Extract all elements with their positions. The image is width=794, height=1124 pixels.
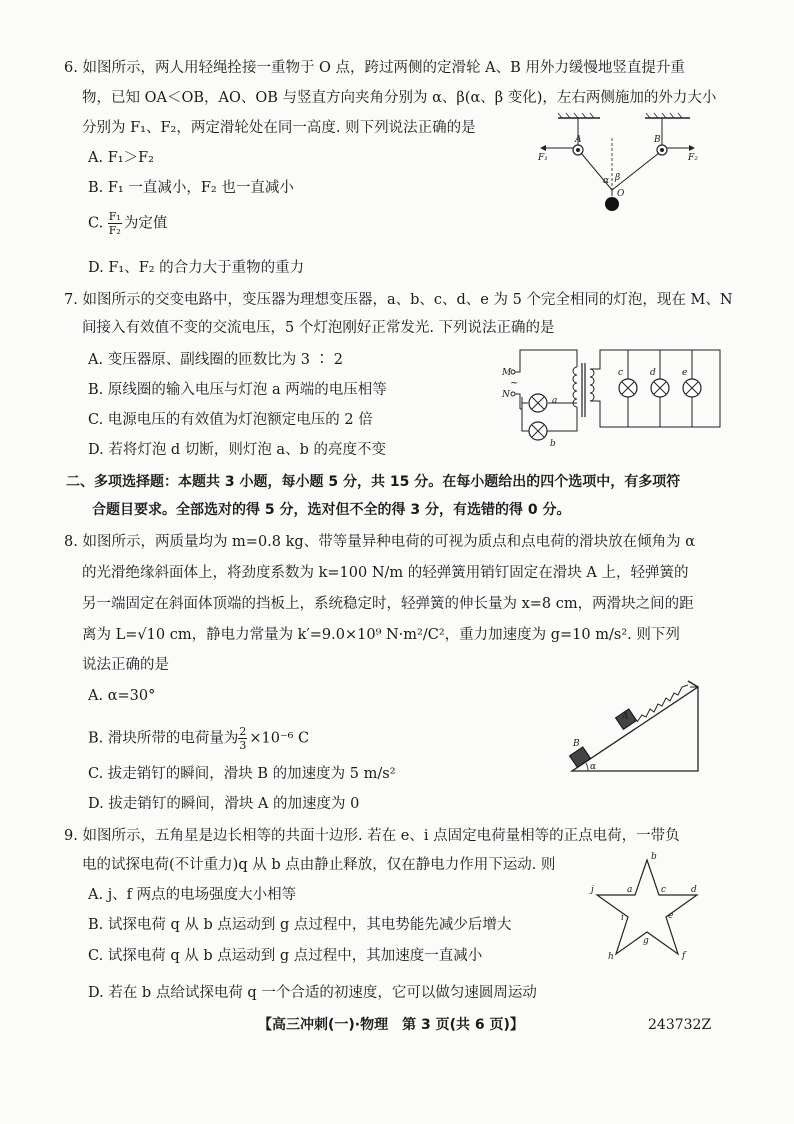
q6-rope-bo (612, 153, 659, 190)
q9-option-c[interactable]: C. 试探电荷 q 从 b 点运动到 g 点过程中，其加速度一直减小 (88, 948, 483, 964)
q9-label-g: g (643, 936, 649, 946)
q6-option-b[interactable]: B. F₁ 一直减小，F₂ 也一直减小 (88, 180, 294, 196)
q6-label-f2: F₂ (688, 153, 698, 163)
q8-option-a[interactable]: A. α=30° (88, 688, 156, 704)
q9-label-i: i (621, 913, 624, 923)
q8-option-b[interactable] (88, 725, 309, 752)
q9-label-f: f (682, 951, 686, 961)
q8-stem-line4 (82, 625, 680, 645)
q7-label-d: d (650, 368, 656, 378)
q6-label-a: A (575, 135, 582, 145)
q9-star-figure (585, 850, 710, 965)
q8-option-b-suffix: ×10⁻⁶ C (249, 730, 310, 747)
q6-option-d[interactable]: D. F₁、F₂ 的合力大于重物的重力 (88, 260, 305, 276)
q9-label-d: d (691, 885, 697, 895)
q8-incline-figure (560, 675, 720, 780)
q8-block-b (570, 747, 591, 768)
q8-sqrt-10: √10 (137, 627, 166, 643)
q7-label-n: N (502, 390, 510, 400)
page-footer: 【高三冲刺(一)·物理 第 3 页(共 6 页)】 (258, 1017, 524, 1033)
q8-option-b-numerator: 2 (239, 725, 247, 738)
q8-option-b-denominator: 3 (239, 739, 247, 752)
q7-label-e: e (682, 368, 688, 378)
q7-bulb-d (651, 379, 669, 397)
q8-stem-line3: 另一端固定在斜面体顶端的挡板上，系统稳定时，轻弹簧的伸长量为 x=8 cm，两滑块之间的距 (82, 596, 694, 612)
q7-option-b[interactable]: B. 原线圈的输入电压与灯泡 a 两端的电压相等 (88, 382, 387, 398)
q9-option-b[interactable]: B. 试探电荷 q 从 b 点运动到 g 点过程中，其电势能先减少后增大 (88, 917, 512, 933)
q9-label-b: b (651, 852, 657, 862)
q7-label-m: M (502, 368, 512, 378)
q6-option-c-numerator: F₁ (108, 210, 121, 223)
q6-option-c-denominator: F₂ (108, 224, 121, 237)
q9-label-c: c (661, 885, 667, 895)
q8-line4-end: cm，静电力常量为 k′=9.0×10⁹ N·m²/C²，重力加速度为 g=10 m/s². 则下列 (165, 627, 680, 643)
q6-option-a[interactable]: A. F₁＞F₂ (88, 150, 154, 166)
q7-secondary-coil (590, 369, 594, 401)
q7-option-a[interactable]: A. 变压器原、副线圈的匝数比为 3 ∶ 2 (88, 352, 343, 368)
q9-stem-line2: 电的试探电荷(不计重力)q 从 b 点由静止释放，仅在静电力作用下运动. 则 (82, 857, 556, 873)
q6-arrow-f2 (689, 145, 695, 151)
q7-bulb-a (529, 394, 547, 412)
q7-circuit-figure (480, 345, 725, 450)
q6-option-c-suffix: 为定值 (123, 215, 168, 232)
q7-label-a: a (552, 396, 558, 406)
q8-angle-arc (586, 763, 588, 771)
q6-arrow-f1 (540, 145, 546, 151)
q6-label-b: B (654, 135, 661, 145)
q8-option-c[interactable]: C. 拔走销钉的瞬间，滑块 B 的加速度为 5 m/s² (88, 766, 396, 782)
q7-ac-symbol: ~ (510, 378, 519, 389)
section2-header-line1: 二、多项选择题：本题共 3 小题，每小题 5 分，共 15 分。在每小题给出的四个选项中，有多项符 (66, 474, 681, 490)
q7-option-c[interactable]: C. 电源电压的有效值为灯泡额定电压的 2 倍 (88, 412, 373, 428)
q9-label-e: e (668, 911, 674, 921)
q6-option-c-prefix: C. (88, 215, 104, 232)
q6-weight (605, 197, 619, 211)
q8-end-plate (688, 681, 698, 687)
q9-option-d[interactable]: D. 若在 b 点给试探电荷 q 一个合适的初速度，它可以做匀速圆周运动 (88, 985, 537, 1001)
q9-label-a: a (627, 885, 633, 895)
q8-option-d[interactable]: D. 拔走销钉的瞬间，滑块 A 的加速度为 0 (88, 796, 360, 812)
q7-primary-coil (573, 367, 577, 407)
q6-label-o: O (617, 189, 625, 199)
q8-label-alpha: α (590, 762, 597, 772)
q6-label-f1: F₁ (538, 153, 548, 163)
q8-stem-line2: 的光滑绝缘斜面体上，将劲度系数为 k=100 N/m 的轻弹簧用销钉固定在滑块 A 上，轻弹簧的 (82, 565, 689, 581)
q6-option-c[interactable] (88, 210, 167, 237)
q7-stem-line1: 7. 如图所示的交变电路中，变压器为理想变压器，a、b、c、d、e 为 5 个完全相同的灯泡，现在 M、N (64, 292, 733, 308)
q9-label-j: j (591, 885, 594, 895)
q6-option-c-fraction (108, 210, 122, 237)
q7-bulb-e (683, 379, 701, 397)
q7-label-b: b (550, 439, 556, 449)
q8-label-a: A (622, 712, 629, 722)
q8-stem-line5: 说法正确的是 (82, 657, 169, 673)
q6-pulley-figure (530, 108, 710, 218)
q6-label-beta: β (615, 173, 621, 183)
q9-stem-line1: 9. 如图所示，五角星是边长相等的共面十边形. 若在 e、i 点固定电荷量相等的正点电荷，一带负 (64, 828, 680, 844)
q8-label-b: B (573, 739, 580, 749)
q8-option-b-prefix: B. 滑块所带的电荷量为 (88, 730, 239, 747)
q7-label-c: c (618, 368, 624, 378)
q9-label-h: h (608, 952, 614, 962)
q8-line4-start: 离为 L= (82, 627, 138, 643)
q7-stem-line2: 间接入有效值不变的交流电压，5 个灯泡刚好正常发光. 下列说法正确的是 (82, 320, 555, 336)
q6-label-alpha: α (603, 176, 610, 186)
q6-stem-line1: 6. 如图所示，两人用轻绳拴接一重物于 O 点，跨过两侧的定滑轮 A、B 用外力缓慢地竖直提升重 (64, 60, 685, 76)
q7-option-d[interactable]: D. 若将灯泡 d 切断，则灯泡 a、b 的亮度不变 (88, 442, 386, 458)
q8-stem-line1: 8. 如图所示，两质量均为 m=0.8 kg、带等量异种电荷的可视为质点和点电荷的滑块放在倾角为 α (64, 534, 696, 550)
q9-option-a[interactable]: A. j、f 两点的电场强度大小相等 (88, 887, 297, 903)
q6-stem-line3: 分别为 F₁、F₂，两定滑轮处在同一高度. 则下列说法正确的是 (82, 120, 476, 136)
section2-header-line2: 合题目要求。全部选对的得 5 分，选对但不全的得 3 分，有选错的得 0 分。 (92, 502, 571, 518)
paper-code: 243732Z (648, 1017, 712, 1033)
q6-stem-line2: 物，已知 OA＜OB，AO、OB 与竖直方向夹角分别为 α、β(α、β 变化)，左右两侧施加的外力大小 (82, 90, 717, 106)
q8-spring (637, 685, 688, 722)
q7-bulb-b (529, 422, 547, 440)
q8-option-b-fraction (238, 725, 247, 752)
q7-bulb-c (619, 379, 637, 397)
